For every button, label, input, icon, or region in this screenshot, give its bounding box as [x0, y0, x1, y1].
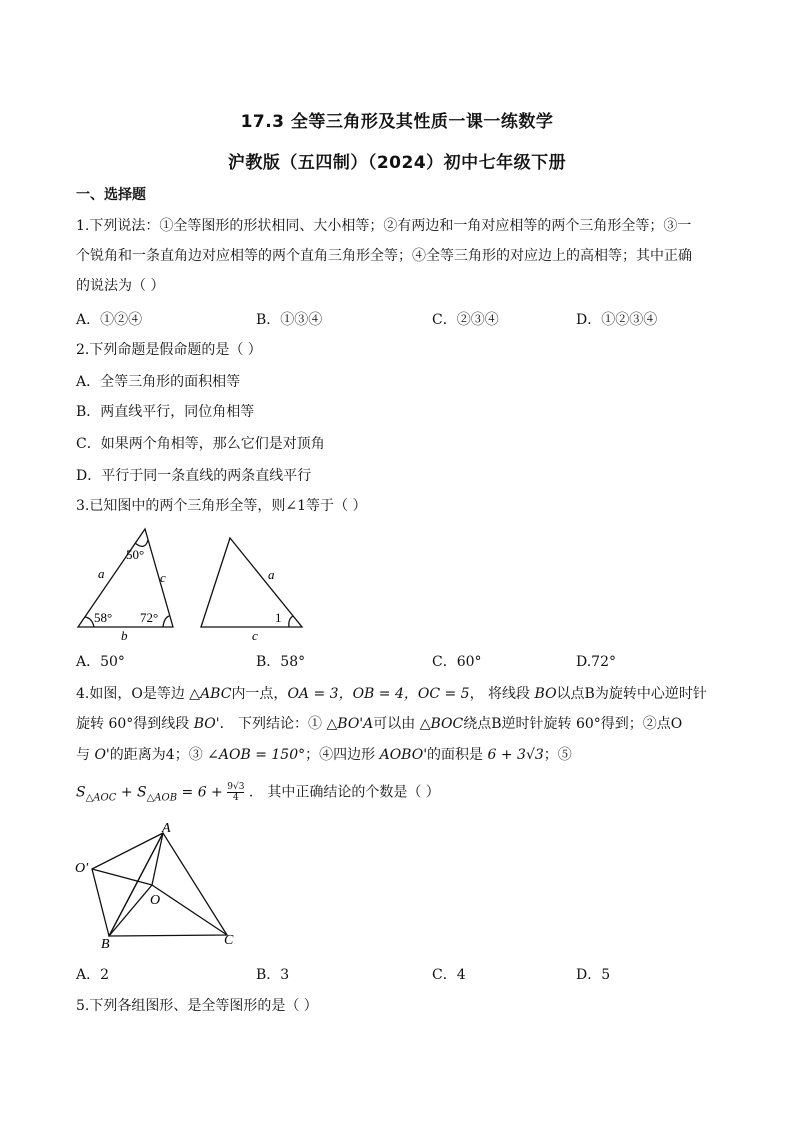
q1-line3: 的说法为（ ）: [76, 278, 165, 294]
q3-tri1-top-angle: 50°: [126, 547, 145, 562]
q1-option-b[interactable]: B．①③④: [256, 312, 323, 328]
q4-label-a: A: [162, 821, 171, 836]
q4-option-b[interactable]: B．3: [256, 967, 290, 983]
q1-option-d[interactable]: D．①②③④: [576, 312, 658, 328]
q2-option-b[interactable]: B．两直线平行，同位角相等: [76, 404, 255, 420]
q3-tri1-right-angle: 72°: [140, 610, 159, 625]
q3-triangle-1: [78, 529, 173, 627]
q2-option-d[interactable]: D．平行于同一条直线的两条直线平行: [76, 468, 312, 484]
q3-tri2-angle-1: 1: [275, 610, 282, 625]
q3-stem: 3.已知图中的两个三角形全等，则∠1等于（ ）: [76, 498, 367, 514]
q4-label-c: C: [224, 933, 234, 948]
q4-figure-lines: [92, 833, 227, 936]
q3-option-d[interactable]: D.72°: [576, 654, 616, 670]
q1-line2: 个锐角和一条直角边对应相等的两个直角三角形全等；④全等三角形的对应边上的高相等；其中正确: [76, 248, 692, 264]
q3-tri1-left-angle: 58°: [94, 610, 113, 625]
q4-label-o: O: [150, 893, 161, 908]
q2-stem: 2.下列命题是假命题的是（ ）: [76, 342, 262, 358]
q4-label-b: B: [101, 937, 110, 952]
q4-rotation-figure: [72, 816, 252, 952]
q5-stem: 5.下列各组图形、是全等图形的是（ ）: [76, 998, 318, 1014]
q4-line3: 与 O'的距离为4；③ ∠AOB = 150°；④四边形 AOBO'的面积是 6 + 3√3；⑤: [76, 747, 572, 763]
q4-option-d[interactable]: D．5: [576, 967, 611, 983]
q1-option-c[interactable]: C．②③④: [432, 312, 499, 328]
q4-label-o-prime: O': [75, 861, 89, 876]
q3-option-c[interactable]: C．60°: [432, 654, 482, 670]
q3-tri2-side-c: c: [252, 628, 258, 643]
q3-triangle-2: [201, 538, 302, 627]
q3-congruent-triangles-figure: [72, 524, 312, 644]
section-heading: 一、选择题: [76, 187, 146, 203]
q2-option-c[interactable]: C．如果两个角相等，那么它们是对顶角: [76, 436, 325, 452]
q4-line4: $S_{\triangle AOC} + S_{\triangle AOB} = 6$ + $\frac{9√3}{4}$ ． 其中正确结论的个数是（ ）: [76, 782, 440, 804]
q4-option-c[interactable]: C．4: [432, 967, 466, 983]
doc-title-line2: 沪教版（五四制）（2024）初中七年级下册: [227, 153, 567, 173]
q4-line1: 4.如图，O是等边 △ABC内一点，OA = 3，OB = 4，OC = 5， 将线段 BO以点B为旋转中心逆时针: [76, 686, 707, 702]
q3-tri1-side-c: c: [160, 570, 166, 585]
q3-tri2-side-a: a: [268, 567, 275, 582]
q2-option-a[interactable]: A．全等三角形的面积相等: [76, 374, 241, 390]
q4-fraction: $\frac{9√3}{4}$: [227, 782, 245, 803]
q3-tri1-side-b: b: [121, 628, 128, 643]
q1-option-a[interactable]: A．①②④: [76, 312, 143, 328]
q3-option-b[interactable]: B．58°: [256, 654, 306, 670]
q1-line1: 1.下列说法：①全等图形的形状相同、大小相等；②有两边和一角对应相等的两个三角形全等；③一: [76, 218, 692, 234]
q4-option-a[interactable]: A．2: [76, 967, 110, 983]
doc-title-line1: 17.3 全等三角形及其性质一课一练数学: [240, 112, 554, 132]
q4-line2: 旋转 60°得到线段 BO'． 下列结论：① △BO'A可以由 △BOC绕点B逆时针旋转 60°得到；②点O: [76, 716, 683, 732]
q3-tri1-side-a: a: [98, 566, 105, 581]
q3-option-a[interactable]: A．50°: [76, 654, 125, 670]
